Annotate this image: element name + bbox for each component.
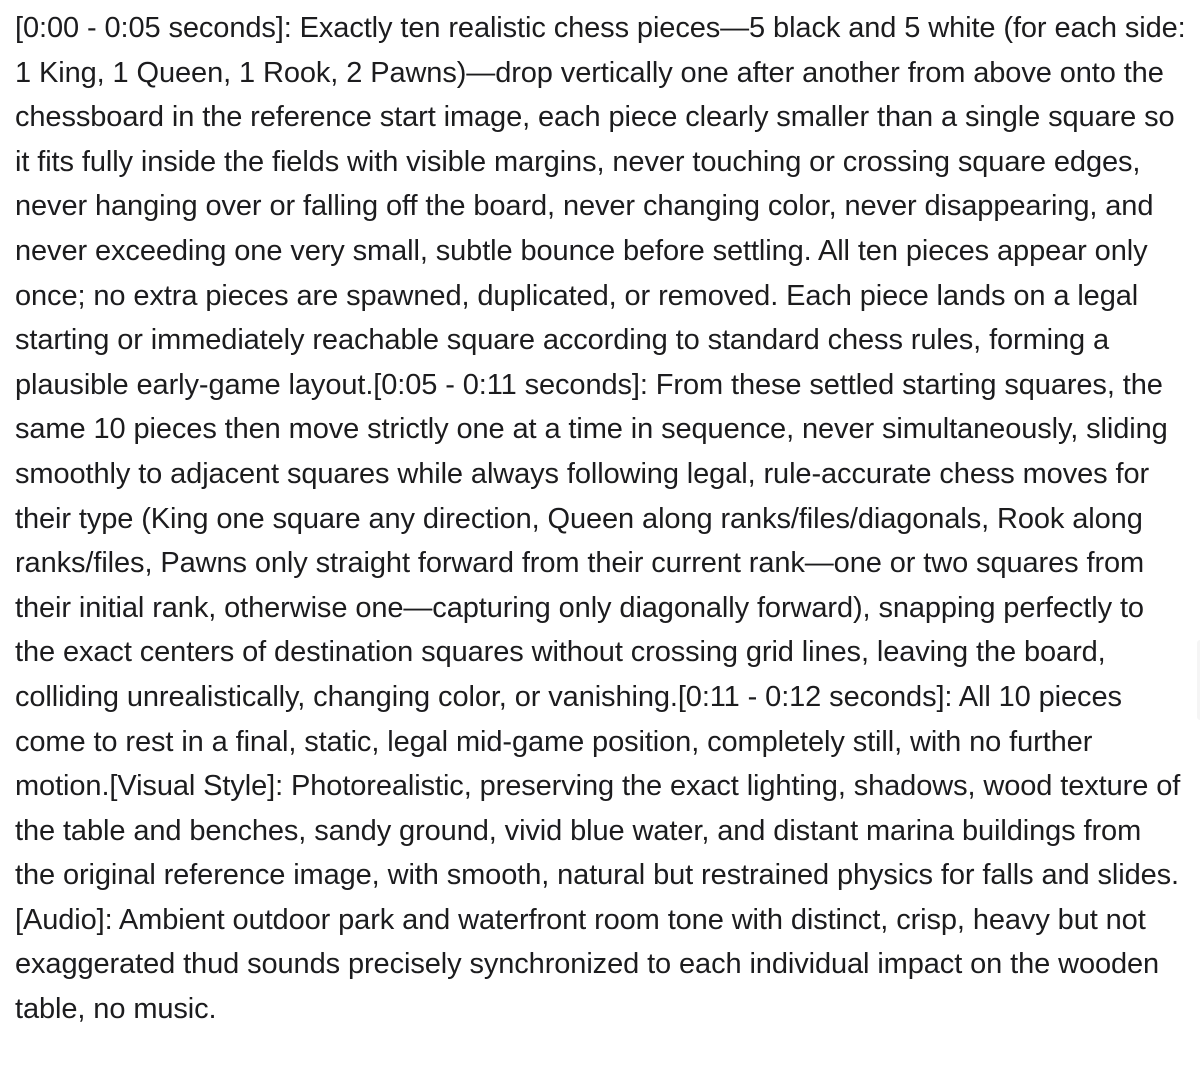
document-body-text: [0:00 - 0:05 seconds]: Exactly ten realistic chess pieces—5 black and 5 white (for each side: 1 King, 1 Queen, 1 Rook, 2 Pawns)—drop vertically one after another from above onto the chessboard in the reference start image, each piece clearly smaller than a single square so it fits fully inside the fields with visible margins, never touching or crossing square edges, never hanging over or falling off the board, never changing color, never disappearing, and never exceeding one very small, subtle bounce before settling. All ten pieces appear only once; no extra pieces are spawned, duplicated, or removed. Each piece lands on a legal starting or immediately reachable square according to standard chess rules, forming a plausible early-game layout.[0:05 - 0:11 seconds]: From these settled starting squares, the same 10 pieces then move strictly one at a time in sequence, never simultaneously, sliding smoothly to adjacent squares while always following legal, rule-accurate chess moves for their type (King one square any direction, Queen along ranks/files/diagonals, Rook along ranks/files, Pawns only straight forward from their current rank—one or two squares from their initial rank, otherwise one—capturing only diagonally forward), snapping perfectly to the exact centers of destination squares without crossing grid lines, leaving the board, colliding unrealistically, changing color, or vanishing.[0:11 - 0:12 seconds]: All 10 pieces come to rest in a final, static, legal mid-game position, completely still, with no further motion.[Visual Style]: Photorealistic, preserving the exact lighting, shadows, wood texture of the table and benches, sandy ground, vivid blue water, and distant marina buildings from the original reference image, with smooth, natural but restrained physics for falls and slides.[Audio]: Ambient outdoor park and waterfront room tone with distinct, crisp, heavy but not exaggerated thud sounds precisely synchronized to each individual impact on the wooden table, no music. <box>15 12 1186 1026</box>
